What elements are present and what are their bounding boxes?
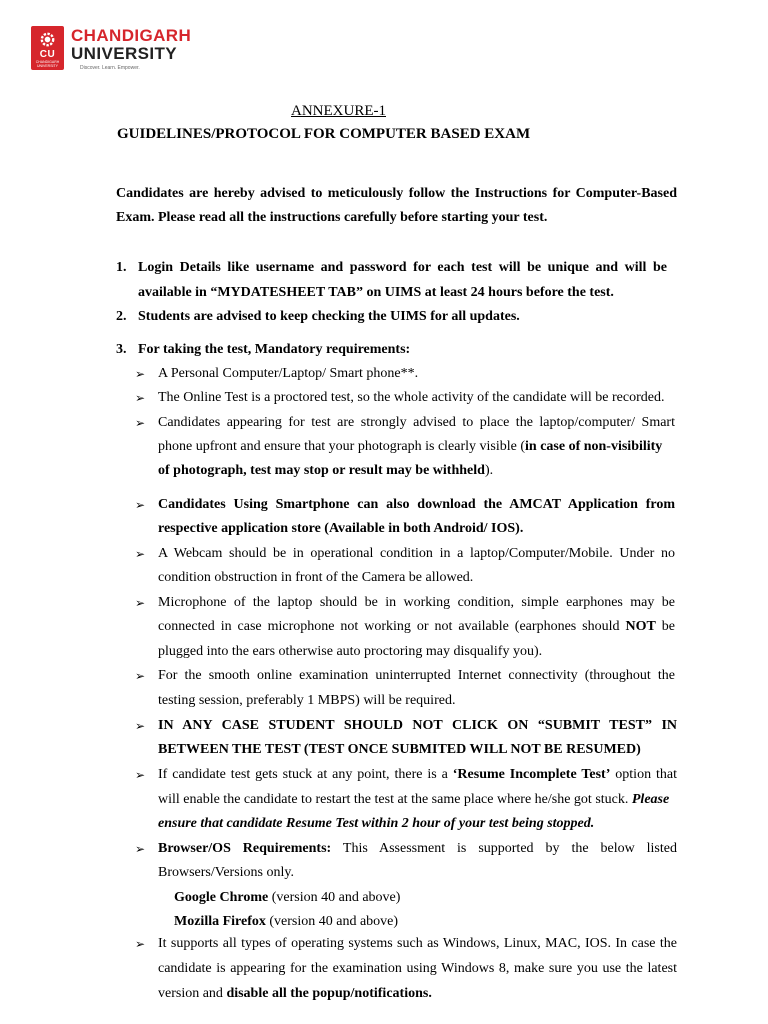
arrow-bullet-icon: ➢	[135, 391, 146, 405]
bullet-4-line-2: respective application store (Available in both Android/ IOS).	[158, 521, 524, 536]
bullet-7-line-2: testing session, preferably 1 MBPS) will be required.	[158, 693, 456, 708]
bullet-10-line-2: Browsers/Versions only.	[158, 865, 294, 880]
logo-badge-small-text: CHANDIGARH UNIVERSITY	[35, 60, 60, 68]
browser-firefox: Mozilla Firefox (version 40 and above)	[174, 914, 399, 929]
intro-line-2: Exam. Please read all the instructions carefully before starting your test.	[116, 210, 548, 225]
bullet-10-line-1: Browser/OS Requirements: This Assessment is supported by the below listed	[158, 841, 677, 856]
bullet-3-line-2: phone upfront and ensure that your photograph is clearly visible (in case of non-visibility	[158, 439, 663, 454]
item-number-3: 3.	[116, 342, 127, 357]
bullet-9-line-1: If candidate test gets stuck at any point, there is a ‘Resume Incomplete Test’ option that	[158, 767, 677, 782]
arrow-bullet-icon: ➢	[135, 367, 146, 381]
item-3-text: For taking the test, Mandatory requirements:	[138, 342, 411, 357]
gear-emblem-icon	[38, 30, 57, 49]
bullet-5-line-1: A Webcam should be in operational condition in a laptop/Computer/Mobile. Under no	[158, 546, 675, 561]
logo-tagline: Discover. Learn. Empower.	[80, 65, 140, 71]
bullet-11-line-1: It supports all types of operating systems such as Windows, Linux, MAC, IOS. In case the	[158, 936, 677, 951]
bullet-3-line-3: of photograph, test may stop or result may be withheld).	[158, 463, 494, 478]
bullet-9-line-3: ensure that candidate Resume Test within 2 hour of your test being stopped.	[158, 816, 595, 831]
arrow-bullet-icon: ➢	[135, 596, 146, 610]
university-logo	[31, 26, 191, 74]
logo-badge-text: CU	[39, 49, 56, 60]
page-subtitle: GUIDELINES/PROTOCOL FOR COMPUTER BASED EXAM	[117, 126, 531, 142]
intro-line-1: Candidates are hereby advised to meticulously follow the Instructions for Computer-Based	[116, 186, 677, 201]
arrow-bullet-icon: ➢	[135, 669, 146, 683]
bullet-11-line-3: version and disable all the popup/notifications.	[158, 986, 432, 1001]
item-1-line-2: available in “MYDATESHEET TAB” on UIMS at least 24 hours before the test.	[138, 285, 614, 300]
item-number-1: 1.	[116, 260, 127, 275]
arrow-bullet-icon: ➢	[135, 498, 146, 512]
browser-chrome: Google Chrome (version 40 and above)	[174, 890, 401, 905]
arrow-bullet-icon: ➢	[135, 937, 146, 951]
bullet-6-line-2: connected in case microphone not working or not available (earphones should NOT be	[158, 619, 675, 634]
arrow-bullet-icon: ➢	[135, 547, 146, 561]
bullet-5-line-2: condition obstruction in front of the Camera be allowed.	[158, 570, 474, 585]
arrow-bullet-icon: ➢	[135, 416, 146, 430]
bullet-3-line-1: Candidates appearing for test are strongly advised to place the laptop/computer/ Smart	[158, 415, 675, 430]
bullet-11-line-2: candidate is appearing for the examination using Windows 8, make sure you use the latest	[158, 961, 677, 976]
logo-name-line1: CHANDIGARH	[71, 26, 192, 45]
bullet-8-line-1: IN ANY CASE STUDENT SHOULD NOT CLICK ON “SUBMIT TEST” IN	[158, 718, 677, 733]
bullet-6-line-1: Microphone of the laptop should be in working condition, simple earphones may be	[158, 595, 675, 610]
bullet-1-text: A Personal Computer/Laptop/ Smart phone**.	[158, 366, 419, 381]
bullet-2-text: The Online Test is a proctored test, so the whole activity of the candidate will be recorded.	[158, 390, 665, 405]
bullet-7-line-1: For the smooth online examination uninterrupted Internet connectivity (throughout the	[158, 668, 675, 683]
item-1-line-1: Login Details like username and password for each test will be unique and will be	[138, 260, 667, 275]
arrow-bullet-icon: ➢	[135, 842, 146, 856]
bullet-6-line-3: plugged into the ears otherwise auto proctoring may disqualify you).	[158, 644, 543, 659]
bullet-9-line-2: will enable the candidate to restart the test at the same place where he/she got stuck. Please	[158, 792, 670, 807]
arrow-bullet-icon: ➢	[135, 719, 146, 733]
bullet-8-line-2: BETWEEN THE TEST (TEST ONCE SUBMITED WILL NOT BE RESUMED)	[158, 742, 641, 757]
item-number-2: 2.	[116, 309, 127, 324]
logo-name-line2: UNIVERSITY	[71, 44, 178, 63]
item-2-text: Students are advised to keep checking the UIMS for all updates.	[138, 309, 520, 324]
bullet-4-line-1: Candidates Using Smartphone can also download the AMCAT Application from	[158, 497, 675, 512]
logo-badge	[31, 26, 64, 70]
arrow-bullet-icon: ➢	[135, 768, 146, 782]
page-title: ANNEXURE-1	[291, 103, 386, 119]
